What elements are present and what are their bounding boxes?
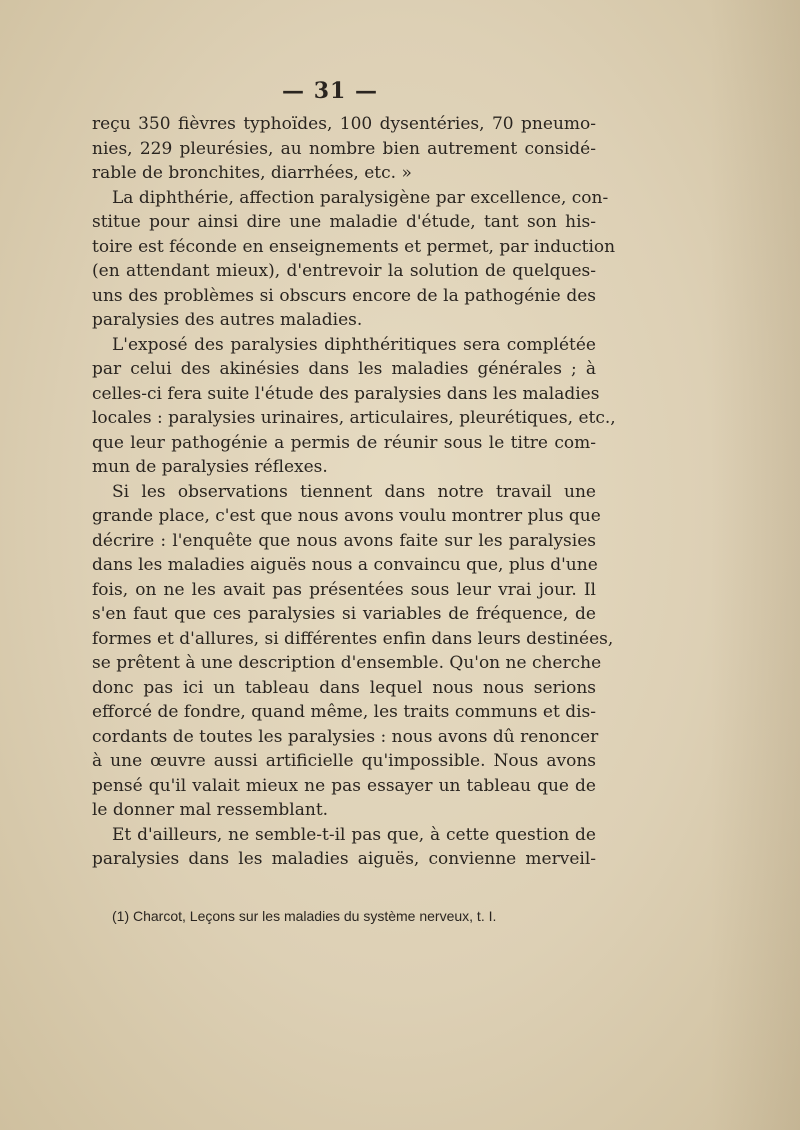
footnote: (1) Charcot, Leçons sur les maladies du système nerveux, t. I. [112, 908, 497, 924]
body-line: locales : paralysies urinaires, articulaires, pleurétiques, etc., [92, 408, 616, 428]
page-edge-shading [710, 0, 800, 1130]
paragraph-start-line: L'exposé des paralysies diphthéritiques sera complétée [112, 334, 596, 355]
body-line: rable de bronchites, diarrhées, etc. » [92, 163, 412, 183]
body-text [92, 112, 616, 872]
body-line: donc pas ici un tableau dans lequel nous nous serions [92, 677, 596, 698]
body-line: à une œuvre aussi artificielle qu'impossible. Nous avons [92, 751, 596, 771]
body-line: dans les maladies aiguës nous a convaincu que, plus d'une [92, 555, 598, 575]
body-line: le donner mal ressemblant. [92, 800, 329, 820]
body-line: stitue pour ainsi dire une maladie d'étude, tant son his- [92, 212, 596, 232]
body-line: mun de paralysies réflexes. [92, 457, 328, 477]
body-line: paralysies des autres maladies. [92, 310, 363, 330]
body-line: formes et d'allures, si différentes enfin dans leurs destinées, [92, 628, 614, 649]
body-line: grande place, c'est que nous avons voulu montrer plus que [92, 506, 601, 526]
paragraph-start-line: Si les observations tiennent dans notre travail une [112, 481, 596, 502]
body-line: toire est féconde en enseignements et permet, par induction [92, 236, 616, 257]
body-line: efforcé de fondre, quand même, les traits communs et dis- [92, 702, 596, 722]
body-line: se prêtent à une description d'ensemble. Qu'on ne cherche [92, 653, 602, 673]
body-line: fois, on ne les avait pas présentées sous leur vrai jour. Il [92, 579, 596, 600]
body-line: reçu 350 fièvres typhoïdes, 100 dysentéries, 70 pneumo- [92, 114, 596, 134]
body-line: (en attendant mieux), d'entrevoir la solution de quelques- [92, 261, 596, 281]
body-line: nies, 229 pleurésies, au nombre bien autrement considé- [92, 138, 596, 159]
body-line: par celui des akinésies dans les maladies générales ; à [92, 359, 596, 379]
body-line: celles-ci fera suite l'étude des paralysies dans les maladies [92, 383, 600, 404]
paragraph-start-line: La diphthérie, affection paralysigène par excellence, con- [112, 187, 609, 208]
body-line: uns des problèmes si obscurs encore de la pathogénie des [92, 285, 596, 306]
body-line: que leur pathogénie a permis de réunir sous le titre com- [92, 432, 596, 453]
body-line: s'en faut que ces paralysies si variables de fréquence, de [92, 604, 596, 624]
body-line: décrire : l'enquête que nous avons faite sur les paralysies [92, 530, 596, 551]
page-number: — 31 — [282, 78, 378, 104]
body-line: paralysies dans les maladies aiguës, convienne merveil- [92, 849, 596, 869]
paragraph-start-line: Et d'ailleurs, ne semble-t-il pas que, à cette question de [112, 824, 596, 845]
body-line: cordants de toutes les paralysies : nous avons dû renoncer [92, 726, 599, 747]
body-line: pensé qu'il valait mieux ne pas essayer un tableau que de [92, 775, 596, 796]
